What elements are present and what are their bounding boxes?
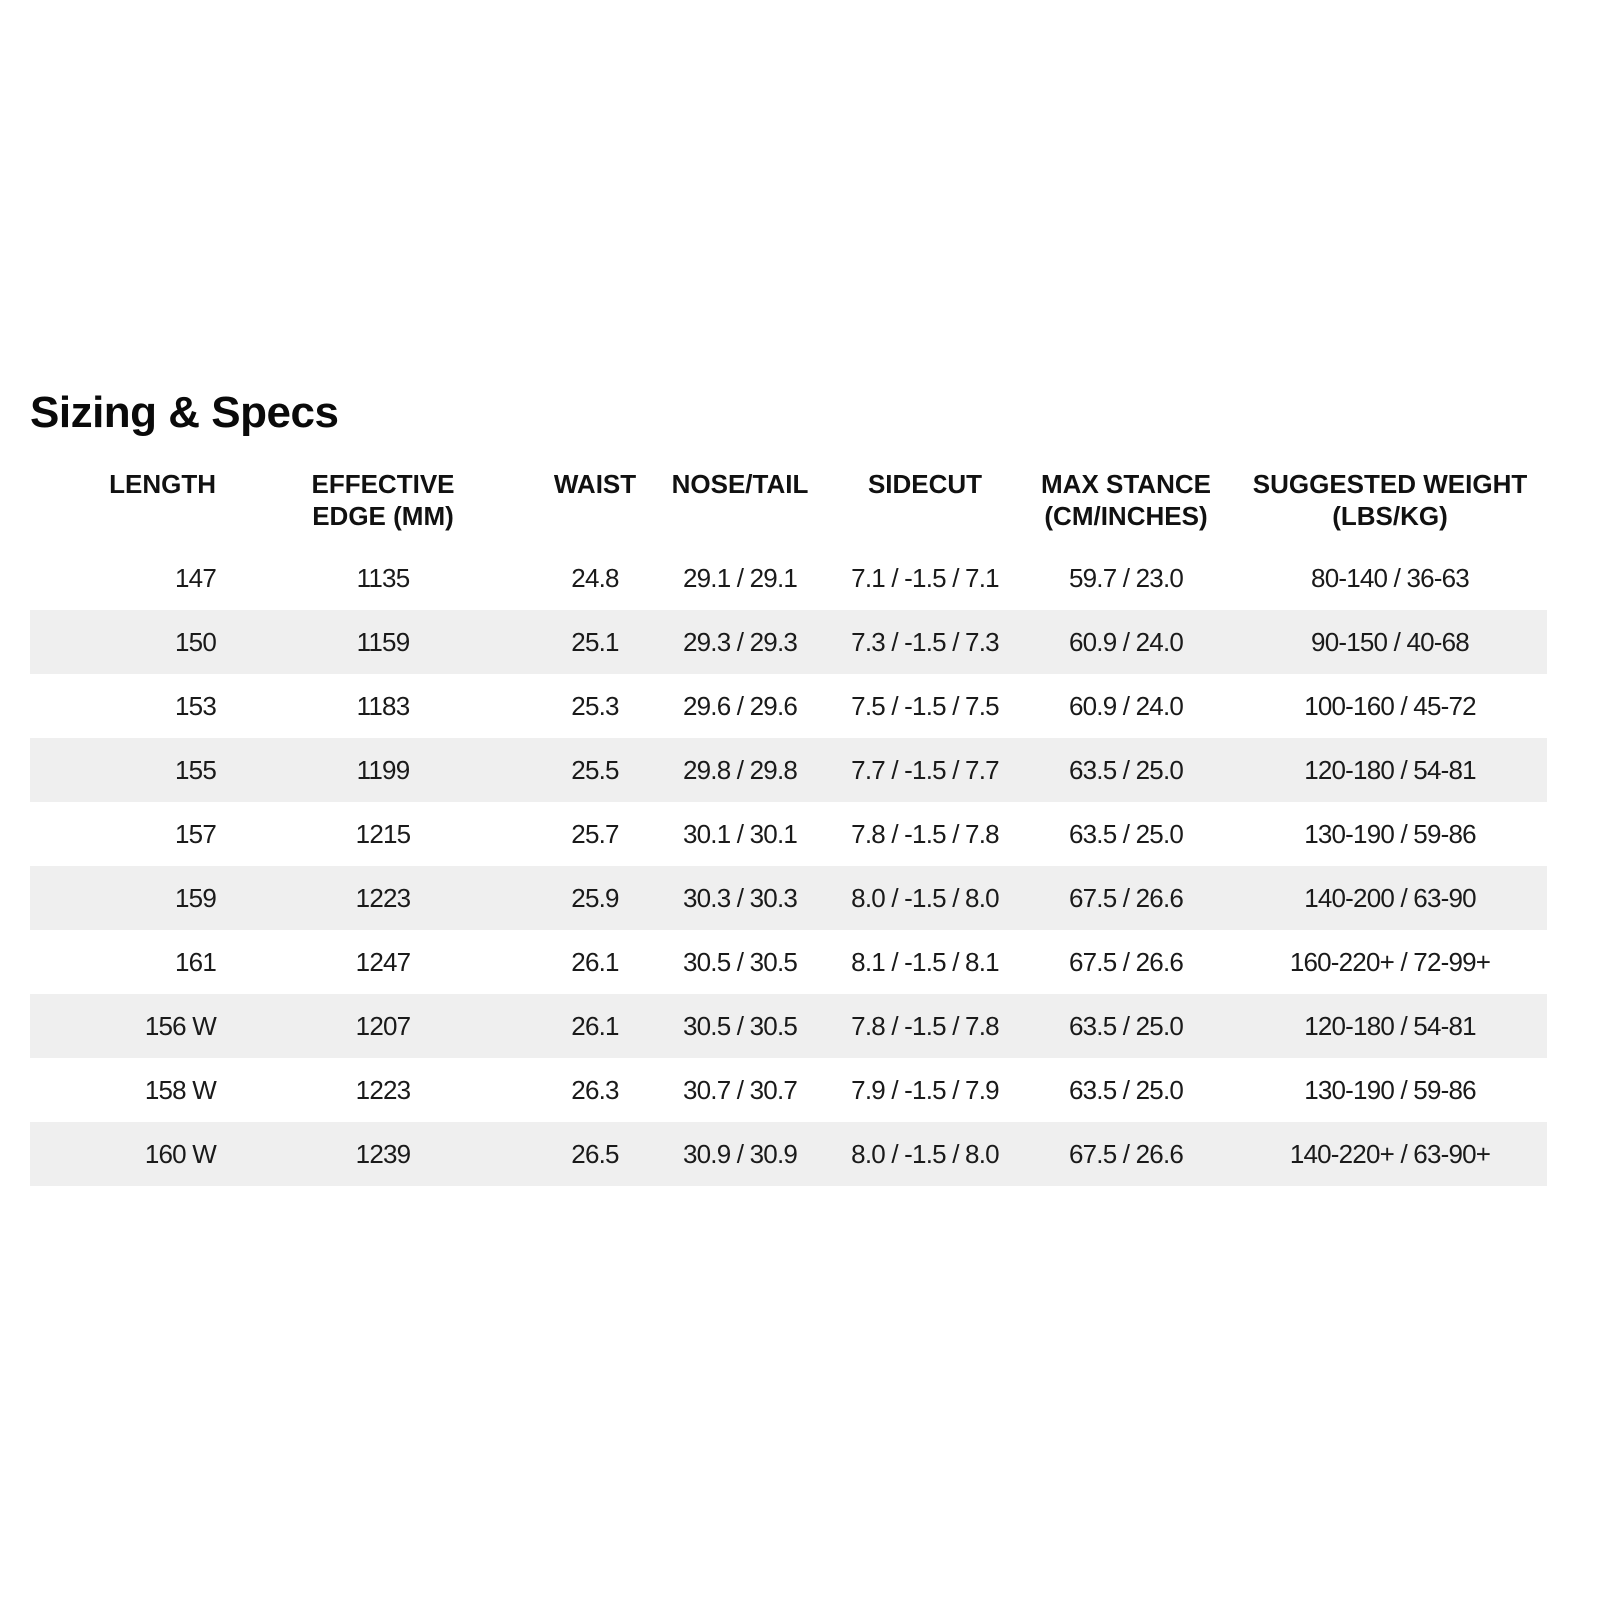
cell-length: 161 — [175, 947, 216, 977]
cell-sidecut: 8.1 / -1.5 / 8.1 — [851, 947, 999, 977]
header-max-stance: MAX STANCE (CM/INCHES) — [1041, 469, 1211, 531]
cell-length: 147 — [175, 563, 216, 593]
cell-suggested-weight: 160-220+ / 72-99+ — [1289, 947, 1491, 977]
table-row — [30, 866, 1547, 930]
page-title: Sizing & Specs — [30, 388, 339, 437]
cell-nose-tail: 30.1 / 30.1 — [682, 819, 798, 849]
cell-sidecut: 7.1 / -1.5 / 7.1 — [851, 563, 999, 593]
cell-suggested-weight: 140-200 / 63-90 — [1304, 883, 1476, 913]
cell-nose-tail: 29.3 / 29.3 — [682, 627, 798, 657]
cell-waist: 25.3 — [571, 691, 619, 721]
header-waist: WAIST — [553, 469, 637, 499]
cell-length: 155 — [175, 755, 216, 785]
table-row — [30, 1058, 1547, 1122]
header-length: LENGTH — [109, 469, 216, 499]
table-row — [30, 1122, 1547, 1186]
cell-length: 158 W — [144, 1075, 216, 1105]
cell-waist: 25.5 — [571, 755, 619, 785]
cell-effective-edge: 1159 — [356, 627, 410, 657]
cell-effective-edge: 1199 — [356, 755, 410, 785]
cell-length: 150 — [175, 627, 216, 657]
header-effective-edge: EFFECTIVE EDGE (MM) — [311, 469, 455, 531]
cell-nose-tail: 29.8 / 29.8 — [682, 755, 798, 785]
cell-waist: 26.1 — [571, 947, 619, 977]
cell-effective-edge: 1183 — [356, 691, 410, 721]
cell-suggested-weight: 100-160 / 45-72 — [1304, 691, 1476, 721]
table-header-row — [30, 468, 1547, 546]
cell-effective-edge: 1215 — [355, 819, 411, 849]
cell-waist: 26.1 — [571, 1011, 619, 1041]
cell-effective-edge: 1207 — [355, 1011, 411, 1041]
cell-sidecut: 7.3 / -1.5 / 7.3 — [851, 627, 999, 657]
table-body — [30, 546, 1547, 1186]
cell-length: 159 — [175, 883, 216, 913]
cell-suggested-weight: 140-220+ / 63-90+ — [1289, 1139, 1491, 1169]
cell-length: 160 W — [144, 1139, 216, 1169]
cell-nose-tail: 29.1 / 29.1 — [682, 563, 798, 593]
cell-sidecut: 8.0 / -1.5 / 8.0 — [851, 883, 999, 913]
table-row — [30, 738, 1547, 802]
cell-effective-edge: 1247 — [355, 947, 411, 977]
cell-max-stance: 63.5 / 25.0 — [1068, 1075, 1184, 1105]
cell-suggested-weight: 90-150 / 40-68 — [1311, 627, 1469, 657]
cell-waist: 24.8 — [571, 563, 619, 593]
cell-suggested-weight: 120-180 / 54-81 — [1304, 1011, 1476, 1041]
cell-max-stance: 67.5 / 26.6 — [1068, 947, 1184, 977]
cell-length: 156 W — [144, 1011, 216, 1041]
cell-effective-edge: 1135 — [356, 563, 410, 593]
cell-waist: 25.7 — [571, 819, 619, 849]
cell-max-stance: 63.5 / 25.0 — [1068, 755, 1184, 785]
cell-nose-tail: 29.6 / 29.6 — [682, 691, 798, 721]
cell-sidecut: 7.5 / -1.5 / 7.5 — [851, 691, 999, 721]
header-sidecut: SIDECUT — [867, 469, 983, 499]
cell-nose-tail: 30.7 / 30.7 — [682, 1075, 798, 1105]
cell-suggested-weight: 130-190 / 59-86 — [1304, 819, 1476, 849]
cell-length: 153 — [175, 691, 216, 721]
cell-sidecut: 7.7 / -1.5 / 7.7 — [851, 755, 999, 785]
cell-suggested-weight: 120-180 / 54-81 — [1304, 755, 1476, 785]
cell-sidecut: 7.9 / -1.5 / 7.9 — [851, 1075, 999, 1105]
table-row — [30, 610, 1547, 674]
cell-suggested-weight: 80-140 / 36-63 — [1311, 563, 1469, 593]
cell-sidecut: 8.0 / -1.5 / 8.0 — [851, 1139, 999, 1169]
cell-effective-edge: 1239 — [355, 1139, 411, 1169]
cell-max-stance: 67.5 / 26.6 — [1068, 1139, 1184, 1169]
cell-max-stance: 63.5 / 25.0 — [1068, 1011, 1184, 1041]
cell-waist: 26.5 — [571, 1139, 619, 1169]
cell-suggested-weight: 130-190 / 59-86 — [1304, 1075, 1476, 1105]
cell-nose-tail: 30.5 / 30.5 — [682, 1011, 798, 1041]
table-row — [30, 930, 1547, 994]
cell-nose-tail: 30.3 / 30.3 — [682, 883, 798, 913]
table-row — [30, 994, 1547, 1058]
cell-max-stance: 59.7 / 23.0 — [1068, 563, 1184, 593]
cell-nose-tail: 30.9 / 30.9 — [682, 1139, 798, 1169]
table-row — [30, 674, 1547, 738]
cell-effective-edge: 1223 — [355, 1075, 411, 1105]
cell-length: 157 — [175, 819, 216, 849]
table-row — [30, 802, 1547, 866]
cell-max-stance: 60.9 / 24.0 — [1068, 627, 1184, 657]
header-suggested-weight: SUGGESTED WEIGHT (LBS/KG) — [1252, 469, 1528, 531]
header-nose-tail: NOSE/TAIL — [671, 469, 809, 499]
cell-sidecut: 7.8 / -1.5 / 7.8 — [851, 819, 999, 849]
specs-table — [30, 468, 1547, 1186]
cell-waist: 25.1 — [571, 627, 619, 657]
cell-max-stance: 63.5 / 25.0 — [1068, 819, 1184, 849]
cell-waist: 26.3 — [571, 1075, 619, 1105]
cell-max-stance: 67.5 / 26.6 — [1068, 883, 1184, 913]
cell-waist: 25.9 — [571, 883, 619, 913]
cell-sidecut: 7.8 / -1.5 / 7.8 — [851, 1011, 999, 1041]
cell-max-stance: 60.9 / 24.0 — [1068, 691, 1184, 721]
cell-effective-edge: 1223 — [355, 883, 411, 913]
cell-nose-tail: 30.5 / 30.5 — [682, 947, 798, 977]
table-row — [30, 546, 1547, 610]
